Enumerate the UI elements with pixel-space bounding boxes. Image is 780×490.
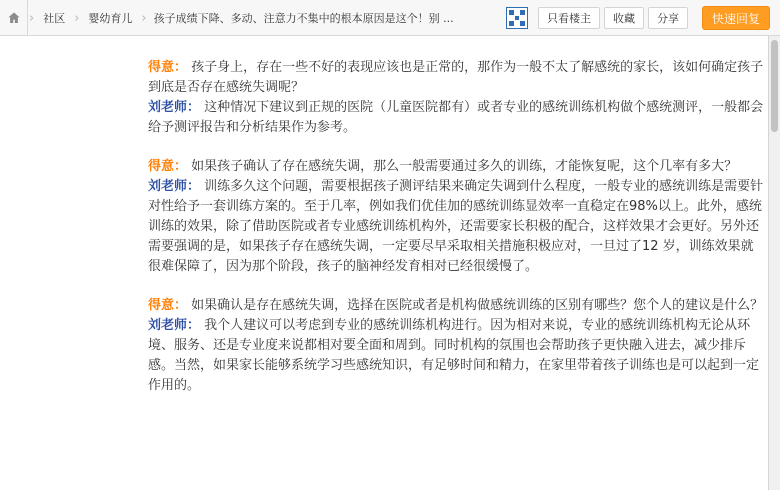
question-text: 孩子身上，存在一些不好的表现应该也是正常的，那作为一般不太了解感统的家长，该如何确定孩子到底是否存在感统失调呢？ [148,60,764,95]
question-1 [148,58,766,98]
breadcrumb-item-parenting[interactable]: 婴幼育儿 [88,12,133,25]
share-button[interactable]: 分享 [648,7,688,29]
question-3 [148,296,766,316]
topbar-actions [506,0,770,36]
qr-code-icon[interactable] [506,7,528,29]
question-text: 如果孩子确认了存在感统失调，那么一般需要通过多久的训练，才能恢复呢，这个几率有多大？ [191,159,738,174]
question-speaker: 得意： [148,60,188,75]
breadcrumb-separator-icon: › [29,10,35,26]
question-2 [148,157,766,177]
only-author-button[interactable]: 只看楼主 [538,7,600,29]
breadcrumb-separator-icon: › [74,10,80,26]
breadcrumb-item-community[interactable]: 社区 [43,12,66,25]
breadcrumb [0,0,454,36]
favorite-button[interactable]: 收藏 [604,7,644,29]
answer-3 [148,316,766,396]
answer-text: 这种情况下建议到正规的医院（儿童医院都有）或者专业的感统训练机构做个感统测评，一般都会给予测评报告和分析结果作为参考。 [148,100,764,135]
breadcrumb-current-title: 孩子成绩下降、多动、注意力不集中的根本原因是这个！别 ... [153,12,454,25]
home-icon [7,11,21,25]
answer-text: 训练多久这个问题，需要根据孩子测评结果来确定失调到什么程度，一般专业的感统训练是需要针对性给予一套训练方案的。至于几率，例如我们优佳加的感统训练显效率一直稳定在98%以上。此外，感统训练的效果，除了借助医院或者专业感统训练机构外，还需要家长积极的配合，这样效果才会更好。另外还需要强调的是，如果孩子存在感统失调，一定要尽早采取相关措施积极应对，一旦过了12 岁，训练效果就很难保障了，因为那个阶段，孩子的脑神经发育相对已经很缓慢了。 [148,179,764,274]
answer-text: 我个人建议可以考虑到专业的感统训练机构进行。因为相对来说，专业的感统训练机构无论从环境、服务、还是专业度来说都相对要全面和周到。同时机构的氛围也会帮助孩子更快融入进去，减少排斥感。当然，如果家长能够系统学习些感统知识，有足够时间和精力，在家里带着孩子训练也是可以起到一定作用的。 [148,318,760,393]
scrollbar-thumb[interactable] [771,40,778,132]
answer-speaker: 刘老师： [148,318,201,333]
vertical-scrollbar[interactable] [768,36,780,490]
question-text: 如果确认是存在感统失调，选择在医院或者是机构做感统训练的区别有哪些？您个人的建议是什么？ [191,298,764,313]
answer-1 [148,98,766,138]
quick-reply-button[interactable]: 快速回复 [702,6,770,30]
answer-2 [148,177,766,277]
qa-block-2 [148,157,766,277]
answer-speaker: 刘老师： [148,100,201,115]
answer-speaker: 刘老师： [148,179,201,194]
home-button[interactable] [0,0,28,36]
topbar [0,0,780,36]
question-speaker: 得意： [148,298,188,313]
qa-block-3 [148,296,766,396]
post-content [148,58,766,415]
question-speaker: 得意： [148,159,188,174]
breadcrumb-separator-icon: › [141,10,147,26]
qa-block-1 [148,58,766,138]
